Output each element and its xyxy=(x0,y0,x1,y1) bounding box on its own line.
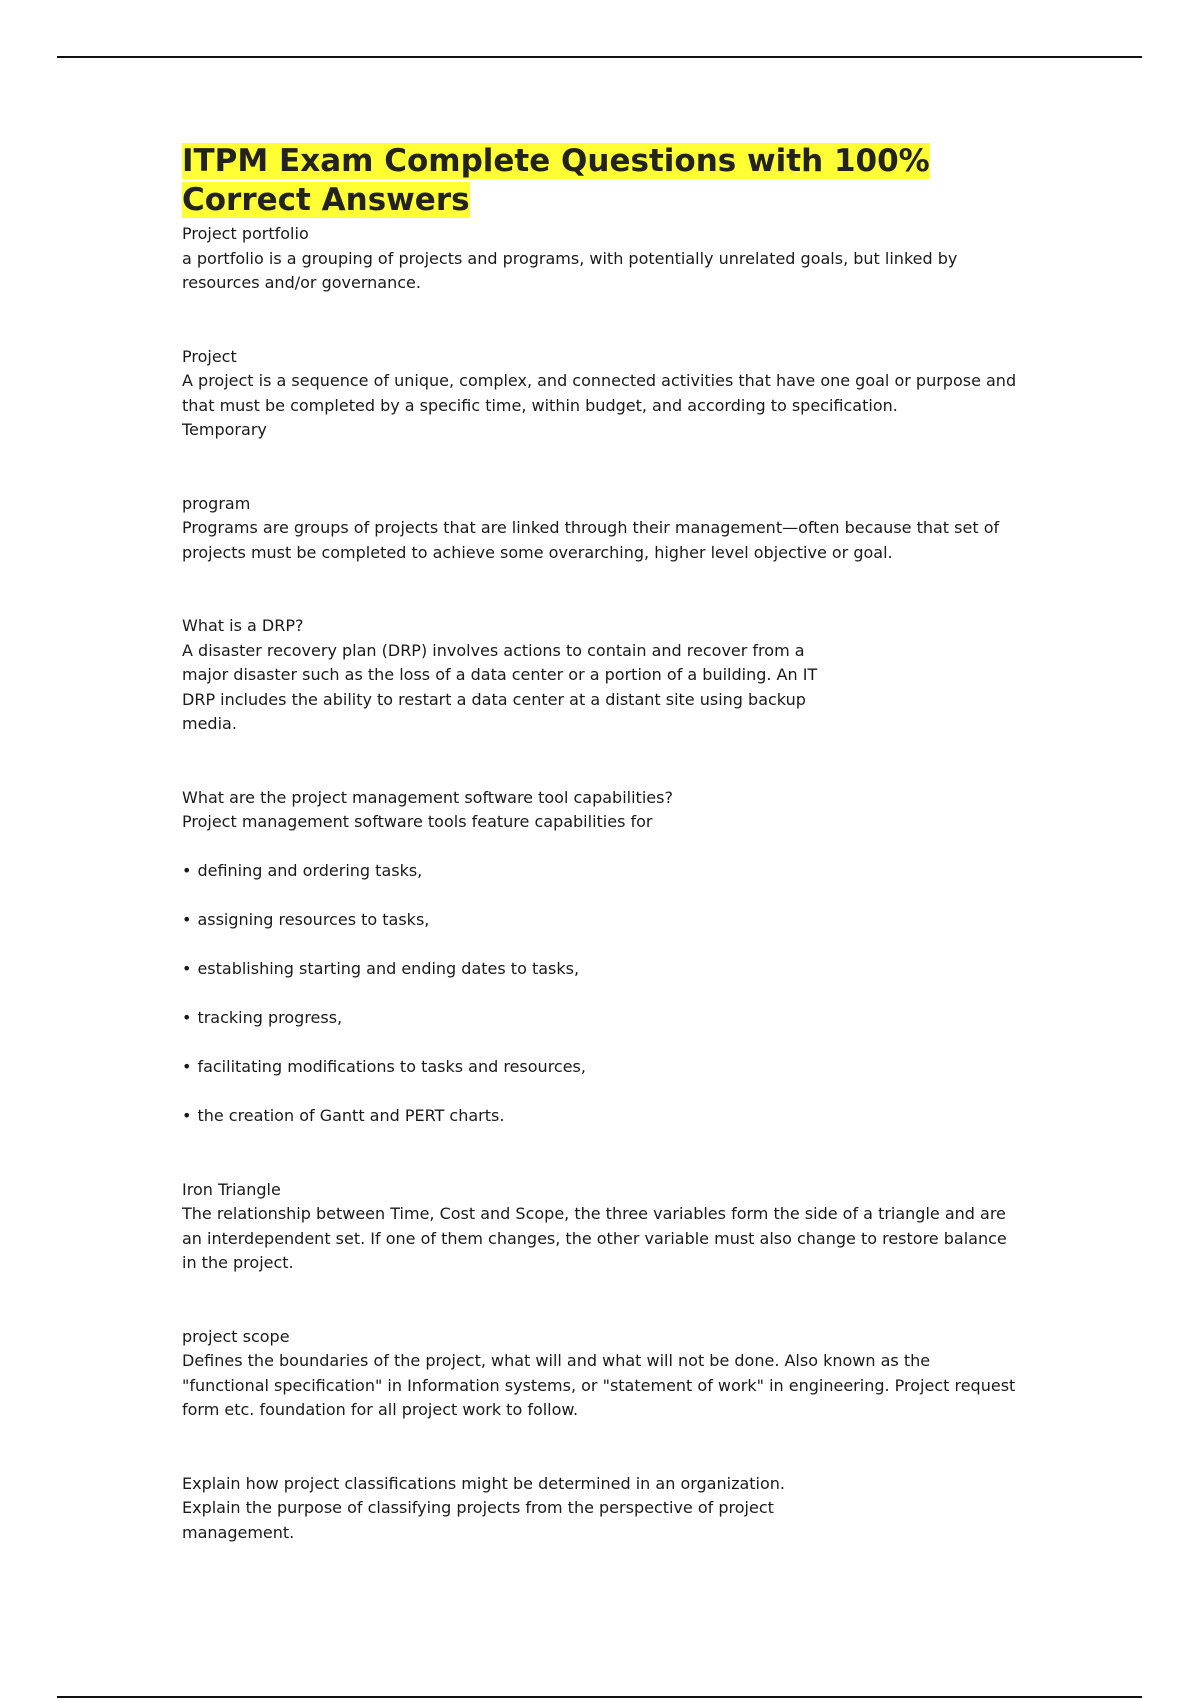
list-item: • tracking progress, xyxy=(182,1006,1022,1031)
answer-text: A disaster recovery plan (DRP) involves actions to contain and recover from a major disaster such as the loss of a data center or a portion of a building. An IT DRP includes the ability to restart a data center at a distant site using backup media. xyxy=(182,640,818,733)
question-text: What are the project management software tool capabilities? xyxy=(182,787,673,807)
question-text: Iron Triangle xyxy=(182,1179,281,1199)
qa-program xyxy=(182,492,1022,566)
answer-text: Project management software tools feature capabilities for xyxy=(182,812,653,831)
bottom-rule xyxy=(57,1696,1142,1698)
document-body xyxy=(182,142,1022,1545)
answer-text: The relationship between Time, Cost and Scope, the three variables form the side of a triangle and are an interdependent set. If one of them changes, the other variable must also change to restore balance in the project. xyxy=(182,1204,1007,1272)
question-text: Project portfolio xyxy=(182,224,309,243)
question-text: program xyxy=(182,493,251,513)
question-text: Project xyxy=(182,346,237,366)
title-line-1: ITPM Exam Complete Questions with 100% xyxy=(182,143,930,179)
answer-extra-text: Temporary xyxy=(182,420,267,439)
qa-pm-software-tools xyxy=(182,786,1022,1129)
list-item: • establishing starting and ending dates to tasks, xyxy=(182,957,1022,982)
question-text: What is a DRP? xyxy=(182,616,304,635)
answer-text: A project is a sequence of unique, complex, and connected activities that have one goal or purpose and that must be completed by a specific time, within budget, and according to specification. xyxy=(182,371,1017,415)
page-title xyxy=(182,142,1022,220)
question-text: project scope xyxy=(182,1326,290,1346)
answer-text: a portfolio is a grouping of projects and programs, with potentially unrelated goals, but linked by resources and/or governance. xyxy=(182,248,958,292)
qa-project-scope xyxy=(182,1325,1022,1423)
capabilities-list xyxy=(182,859,1022,1129)
list-item: • facilitating modifications to tasks and resources, xyxy=(182,1055,1022,1080)
list-item: • defining and ordering tasks, xyxy=(182,859,1022,884)
answer-text: Explain the purpose of classifying projects from the perspective of project management. xyxy=(182,1498,774,1542)
list-item: • the creation of Gantt and PERT charts. xyxy=(182,1104,1022,1129)
qa-project-classifications xyxy=(182,1472,1022,1546)
qa-project-portfolio xyxy=(182,222,1022,296)
list-item: • assigning resources to tasks, xyxy=(182,908,1022,933)
qa-project xyxy=(182,345,1022,443)
qa-drp xyxy=(182,614,1022,737)
title-line-2: Correct Answers xyxy=(182,182,470,218)
answer-text: Programs are groups of projects that are linked through their management—often because that set of projects must be completed to achieve some overarching, higher level objective or goal. xyxy=(182,518,1000,562)
qa-iron-triangle xyxy=(182,1178,1022,1276)
question-text: Explain how project classifications might be determined in an organization. xyxy=(182,1473,786,1493)
top-rule xyxy=(57,56,1142,58)
answer-text: Defines the boundaries of the project, what will and what will not be done. Also known as the "functional specification" in Information systems, or "statement of work" in engineering. Project request form etc. foundation for all project work to follow. xyxy=(182,1351,1016,1419)
